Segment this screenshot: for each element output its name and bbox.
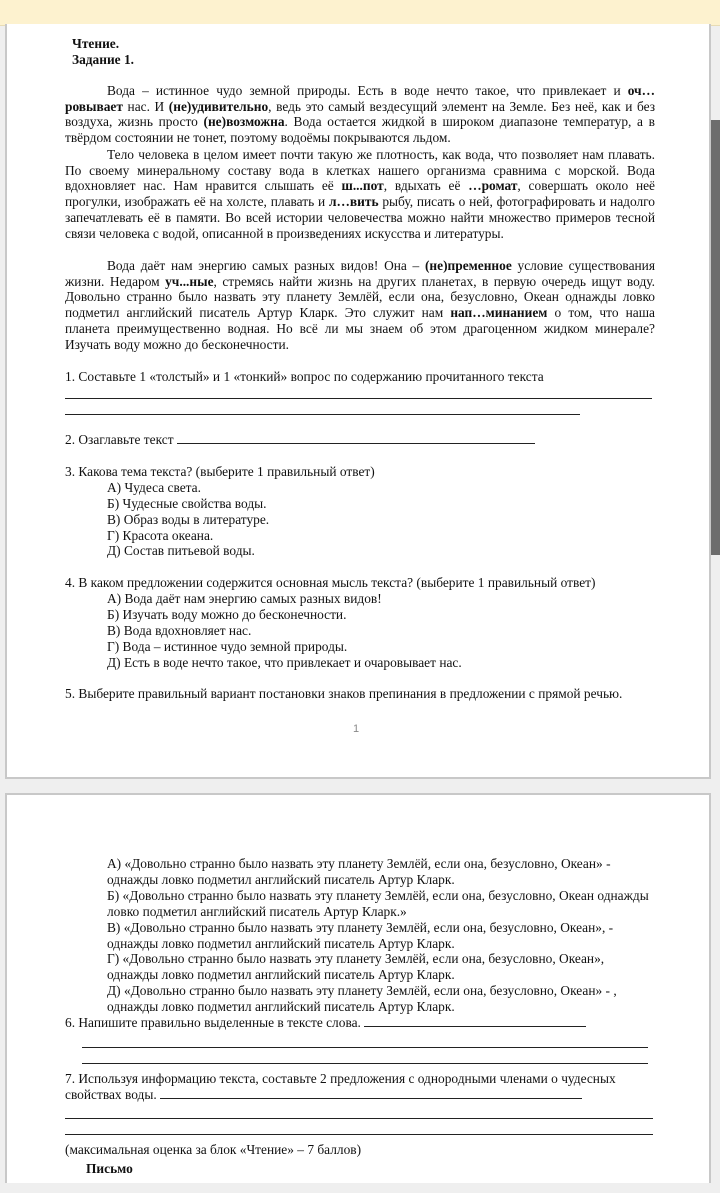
highlighted-word: (не)удивительно: [168, 98, 269, 114]
paragraph-1: [65, 83, 655, 146]
option: Д) Состав питьевой воды.: [107, 543, 255, 558]
text-run: , совершать около неё прогулки, изображать её на холсте, плавать и: [65, 178, 655, 210]
option: Г) «Довольно странно было назвать эту планету Землёй, если она, безусловно, Океан», однажды ловко подметил английский писатель Артур Кларк.: [107, 951, 605, 982]
option: В) Образ воды в литературе.: [107, 512, 270, 527]
text-run: Вода – истинное чудо земной природы. Есть в воде нечто такое, что привлекает и: [107, 83, 628, 98]
paragraph-3: [65, 258, 655, 352]
text-run: рыбу, писать о ней, фотографировать и надолго запечатлевать её в памяти. Во всей истории человечества можно найти множество примеров тесной связи человека с водой, описанной в произведениях искусства и литературы.: [65, 194, 656, 241]
option: Г) Вода – истинное чудо земной природы.: [107, 639, 348, 654]
highlighted-word: нап…минанием: [450, 305, 548, 321]
highlighted-word: л…вить: [329, 194, 379, 210]
option: Д) Есть в воде нечто такое, что привлекает и очаровывает нас.: [107, 655, 462, 670]
option: Б) Чудесные свойства воды.: [107, 496, 267, 511]
answer-line[interactable]: [65, 1118, 653, 1119]
answer-line[interactable]: [82, 1047, 648, 1048]
answer-line[interactable]: [160, 1087, 582, 1099]
text-run: , вдыхать её: [383, 178, 469, 194]
question-5: 5. Выберите правильный вариант постановки знаков препинания в предложении с прямой речью.: [65, 686, 623, 701]
question-2-text: 2. Озаглавьте текст: [65, 432, 177, 447]
section-heading-writing: Письмо: [86, 1161, 133, 1176]
paragraph-2: [65, 147, 655, 241]
answer-line[interactable]: [65, 1134, 653, 1135]
option: А) «Довольно странно было назвать эту планету Землёй, если она, безусловно, Океан» - однажды ловко подметил английский писатель Артур Кларк.: [107, 856, 611, 887]
option: Б) Изучать воду можно до бесконечности.: [107, 607, 347, 622]
answer-line[interactable]: [65, 398, 652, 399]
question-7-text: 7. Используя информацию текста, составьте 2 предложения с однородными членами о чудесных свойствах воды.: [65, 1071, 616, 1102]
highlighted-word: оч…ровывает: [65, 83, 655, 114]
text-run: , стремясь найти жизнь на других планетах, в первую очередь ищут воду. Довольно странно было назвать эту планету Землёй, если она, безусловно, Океан однажды ловко подметил английский писатель Артур Кларк. Это служит нам: [65, 273, 655, 321]
highlighted-word: …ромат: [468, 178, 518, 194]
text-run: . Вода остается жидкой в широком диапазоне температур, а в твёрдом состоянии не тонет, поэтому водоёмы покрываются льдом.: [65, 114, 655, 146]
highlighted-word: (не)пременное: [424, 258, 512, 273]
option: В) Вода вдохновляет нас.: [107, 623, 252, 638]
question-3: 3. Какова тема текста? (выберите 1 правильный ответ): [65, 464, 375, 479]
text-run: условие существования жизни. Недаром: [65, 258, 656, 289]
task-heading: Задание 1.: [72, 52, 134, 67]
highlighted-word: ш...пот: [341, 178, 384, 194]
option: В) «Довольно странно было назвать эту планету Землёй, если она, безусловно, Океан», - однажды ловко подметил английский писатель Артур Кларк.: [107, 920, 614, 951]
option: А) Вода даёт нам энергию самых разных видов!: [107, 591, 382, 606]
option: Б) «Довольно странно было назвать эту планету Землёй, если она, безусловно, Океан однажды ловко подметил английский писатель Артур Кларк.»: [107, 888, 649, 919]
vertical-scrollbar[interactable]: [711, 120, 720, 555]
highlighted-word: уч...ные: [165, 273, 214, 289]
question-1: 1. Составьте 1 «толстый» и 1 «тонкий» вопрос по содержанию прочитанного текста: [65, 369, 544, 384]
section-heading: Чтение.: [72, 36, 120, 51]
text-run: Вода даёт нам энергию самых разных видов! Она –: [107, 258, 425, 273]
answer-line[interactable]: [82, 1063, 648, 1064]
question-4: 4. В каком предложении содержится основная мысль текста? (выберите 1 правильный ответ): [65, 575, 596, 590]
notification-bar: [0, 0, 720, 26]
answer-line[interactable]: [65, 414, 580, 415]
question-6-text: 6. Напишите правильно выделенные в тексте слова.: [65, 1015, 365, 1030]
text-run: нас. И: [122, 98, 169, 114]
answer-line[interactable]: [364, 1015, 586, 1027]
highlighted-word: (не)возможна: [203, 114, 285, 130]
text-run: Тело человека в целом имеет почти такую же плотность, как вода, что позволяет нам плавать. По своему минеральному составу вода в клетках нашего организма сравнима с морской. Вода вдохновляет нас. Нам нравится слышать её: [65, 147, 655, 194]
text-run: , ведь это самый вездесущий элемент на Земле. Без неё, как и без воздуха, жизнь просто: [65, 98, 655, 130]
question-7: [65, 1071, 655, 1102]
question-2: [65, 432, 535, 448]
text-run: о том, что наша планета преимущественно водная. Но всё ли мы знаем об этом драгоценном жидком минерале? Изучать воду можно до бесконечности.: [65, 305, 656, 352]
option: Г) Красота океана.: [107, 528, 214, 543]
option: А) Чудеса света.: [107, 480, 201, 495]
max-score-note: (максимальная оценка за блок «Чтение» – 7 баллов): [65, 1142, 362, 1157]
answer-line[interactable]: [177, 432, 535, 444]
page-number: 1: [353, 723, 360, 735]
option: Д) «Довольно странно было назвать эту планету Землёй, если она, безусловно, Океан» - , однажды ловко подметил английский писатель Артур Кларк.: [107, 983, 617, 1014]
question-6: [65, 1015, 586, 1031]
